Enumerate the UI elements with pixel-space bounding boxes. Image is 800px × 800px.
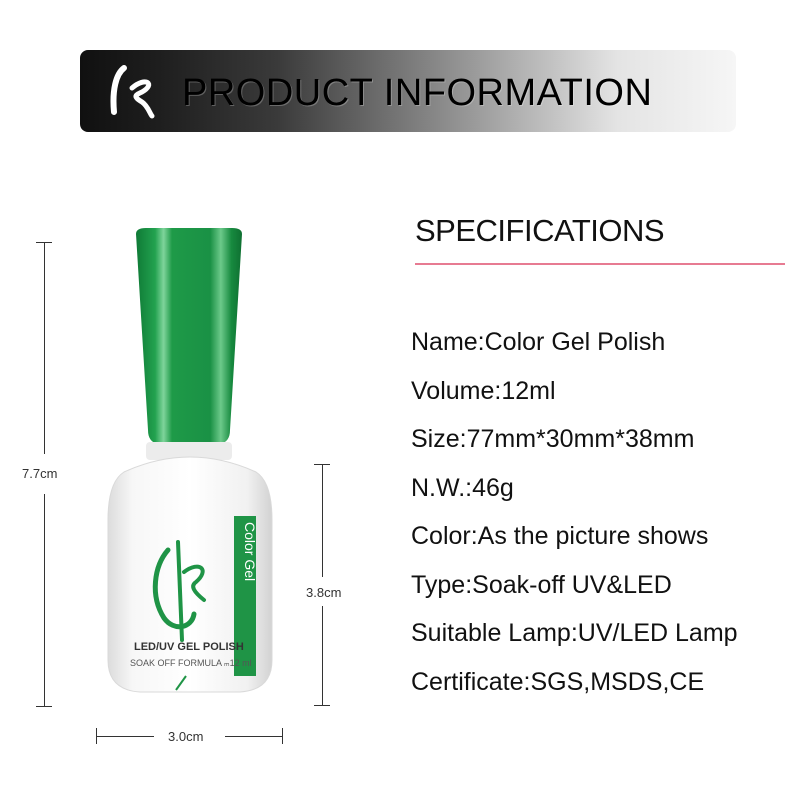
- bottle-label-line1: LED/UV GEL POLISH: [134, 641, 244, 653]
- spec-volume: Volume:12ml: [411, 376, 556, 405]
- height-body-label: 3.8cm: [306, 585, 342, 600]
- width-label: 3.0cm: [168, 729, 204, 744]
- banner-title: PRODUCT INFORMATION: [182, 72, 653, 114]
- specifications-divider: [415, 263, 785, 265]
- gel-polish-bottle: [90, 220, 290, 700]
- k-logo-icon: [102, 62, 160, 120]
- specifications-title: SPECIFICATIONS: [415, 213, 665, 248]
- bottle-label-line2: SOAK OFF FORMULA ₘ12 ml: [130, 658, 252, 668]
- spec-color: Color:As the picture shows: [411, 522, 709, 550]
- spec-type: Type:Soak-off UV&LED: [411, 570, 672, 599]
- spec-name: Name:Color Gel Polish: [411, 328, 666, 356]
- bottle-side-label: Color Gel: [242, 522, 258, 582]
- spec-net-weight: N.W.:46g: [411, 473, 514, 502]
- header-banner: [80, 50, 736, 132]
- specifications-list: [411, 322, 738, 710]
- height-total-label: 7.7cm: [22, 466, 58, 481]
- spec-certificate: Certificate:SGS,MSDS,CE: [411, 667, 705, 696]
- spec-size: Size:77mm*30mm*38mm: [411, 425, 695, 453]
- spec-lamp: Suitable Lamp:UV/LED Lamp: [411, 619, 738, 647]
